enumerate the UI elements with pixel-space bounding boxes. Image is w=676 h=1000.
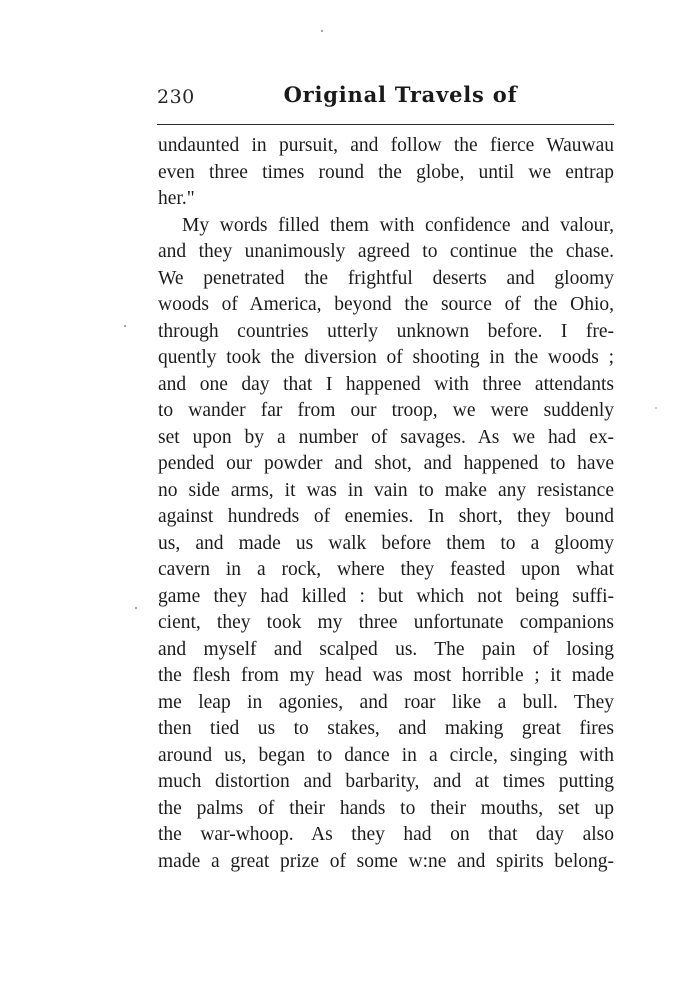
text-line: quently took the diversion of shooting in the woods ; (158, 347, 614, 368)
text-line: no side arms, it was in vain to make any resistance (158, 479, 614, 501)
text-line: her." (158, 188, 195, 209)
text-line: the war-whoop. As they had on that day also (158, 824, 614, 845)
body-text (158, 133, 614, 875)
text-line: set upon by a number of savages. As we had ex- (158, 426, 614, 448)
text-line: pended our powder and shot, and happened to have (158, 453, 614, 474)
print-speck (135, 607, 137, 609)
text-line: undaunted in pursuit, and follow the fierce Wauwau (158, 135, 614, 156)
text-line: game they had killed : but which not being suffi- (158, 585, 614, 607)
text-line: us, and made us walk before them to a gloomy (158, 532, 614, 554)
text-line: then tied us to stakes, and making great fires (158, 718, 614, 739)
text-line: woods of America, beyond the source of the Ohio, (158, 294, 614, 315)
text-line: even three times round the globe, until we entrap (158, 161, 614, 183)
text-line: the flesh from my head was most horrible ; it made (158, 665, 614, 686)
text-line: and myself and scalped us. The pain of losing (158, 638, 614, 660)
text-line: through countries utterly unknown before. I fre- (158, 320, 614, 342)
text-line: cavern in a rock, where they feasted upon what (158, 559, 614, 580)
text-line: My words filled them with confidence and valour, (182, 214, 614, 236)
text-line: to wander far from our troop, we were suddenly (158, 400, 614, 421)
text-line: the palms of their hands to their mouths, set up (158, 797, 614, 819)
header-rule (157, 124, 614, 125)
running-title: Original Travels of (283, 82, 518, 107)
text-line: and one day that I happened with three attendants (158, 373, 614, 395)
text-line: and they unanimously agreed to continue the chase. (158, 241, 614, 262)
text-line: around us, began to dance in a circle, singing with (158, 744, 614, 766)
print-speck (321, 30, 323, 32)
text-line: much distortion and barbarity, and at times putting (158, 771, 614, 792)
text-line: made a great prize of some w:ne and spirits belong- (158, 850, 614, 872)
print-speck (124, 325, 126, 327)
running-head (157, 82, 614, 114)
text-line: me leap in agonies, and roar like a bull. They (158, 691, 614, 713)
text-line: cient, they took my three unfortunate companions (158, 612, 614, 633)
print-speck (655, 407, 657, 409)
page-number: 230 (157, 86, 195, 108)
text-line: against hundreds of enemies. In short, they bound (158, 506, 614, 527)
text-line: We penetrated the frightful deserts and gloomy (158, 267, 614, 289)
